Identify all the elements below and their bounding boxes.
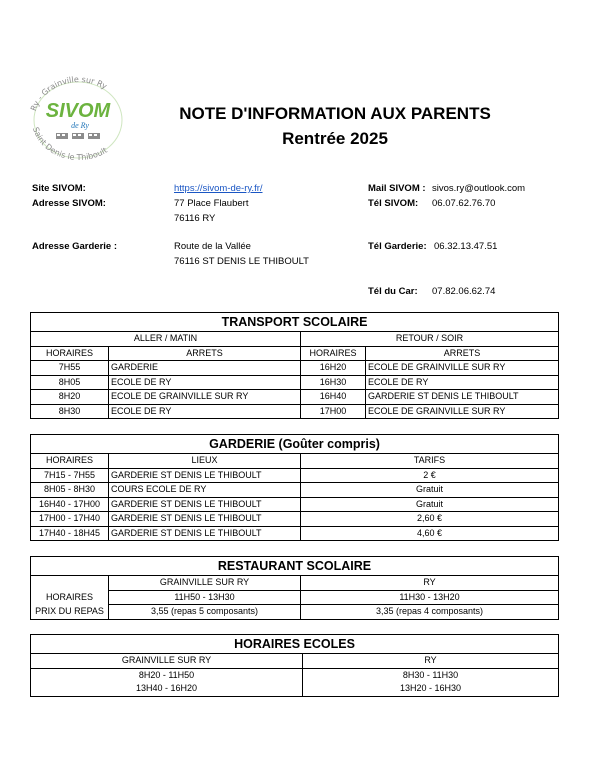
restaurant-title: RESTAURANT SCOLAIRE — [31, 557, 559, 576]
logo-ring-bottom: Saint Denis le Thiboult — [30, 125, 109, 160]
garderie-address-line1: Route de la Vallée — [174, 241, 251, 252]
col-arrets-retour: ARRETS — [366, 346, 559, 361]
table-row — [31, 375, 559, 390]
transport-table — [30, 312, 559, 419]
ecoles-table — [30, 634, 559, 697]
col-grainville: GRAINVILLE SUR RY — [31, 654, 303, 669]
aller-horaire: 8H05 — [31, 375, 109, 390]
retour-arret: ECOLE DE GRAINVILLE SUR RY — [366, 361, 559, 376]
logo-brand: SIVOM — [45, 100, 111, 122]
retour-arret: ECOLE DE RY — [366, 375, 559, 390]
garderie-lieu: GARDERIE ST DENIS LE THIBOULT — [109, 497, 301, 512]
garderie-tarif: Gratuit — [301, 497, 559, 512]
mail-value: sivos.ry@outlook.com — [432, 183, 526, 194]
tel-value: 06.07.62.76.70 — [432, 198, 496, 209]
ry-aprem: 13H20 - 16H30 — [303, 682, 559, 696]
col-horaires-retour: HORAIRES — [301, 346, 366, 361]
page-subtitle: Rentrée 2025 — [282, 129, 388, 148]
table-row — [31, 605, 559, 620]
table-row — [31, 590, 559, 605]
aller-arret: ECOLE DE GRAINVILLE SUR RY — [109, 390, 301, 405]
garderie-horaire: 17H00 - 17H40 — [31, 512, 109, 527]
empty-cell — [31, 576, 109, 591]
table-row — [31, 497, 559, 512]
aller-header: ALLER / MATIN — [31, 332, 301, 347]
page-title: NOTE D'INFORMATION AUX PARENTS — [179, 104, 491, 123]
mail-label: Mail SIVOM : — [368, 183, 426, 194]
grainville-prix: 3,55 (repas 5 composants) — [109, 605, 301, 620]
ry-horaires: 11H30 - 13H20 — [301, 590, 559, 605]
garderie-lieu: GARDERIE ST DENIS LE THIBOULT — [109, 526, 301, 541]
aller-horaire: 7H55 — [31, 361, 109, 376]
garderie-lieu: COURS ECOLE DE RY — [109, 483, 301, 498]
restaurant-table — [30, 556, 559, 620]
grainville-horaires: 11H50 - 13H30 — [109, 590, 301, 605]
col-grainville: GRAINVILLE SUR RY — [109, 576, 301, 591]
table-row — [31, 682, 559, 696]
logo-sub: de Ry — [71, 121, 89, 130]
col-horaires-aller: HORAIRES — [31, 346, 109, 361]
ecoles-title: HORAIRES ECOLES — [31, 635, 559, 654]
garderie-address-label: Adresse Garderie : — [32, 241, 118, 252]
col-horaires: HORAIRES — [31, 454, 109, 469]
sivom-logo-icon — [24, 72, 132, 160]
grainville-matin: 8H20 - 11H50 — [31, 668, 303, 682]
table-row — [31, 512, 559, 527]
table-row — [31, 483, 559, 498]
garderie-title: GARDERIE (Goûter compris) — [31, 435, 559, 454]
tel-garderie-label: Tél Garderie: — [368, 241, 427, 252]
table-row — [31, 361, 559, 376]
label-horaires: HORAIRES — [31, 590, 109, 605]
retour-horaire: 16H30 — [301, 375, 366, 390]
garderie-table — [30, 434, 559, 541]
col-tarifs: TARIFS — [301, 454, 559, 469]
col-lieux: LIEUX — [109, 454, 301, 469]
aller-horaire: 8H30 — [31, 404, 109, 419]
garderie-horaire: 7H15 - 7H55 — [31, 468, 109, 483]
retour-arret: ECOLE DE GRAINVILLE SUR RY — [366, 404, 559, 419]
garderie-address-line2: 76116 ST DENIS LE THIBOULT — [174, 256, 309, 267]
grainville-aprem: 13H40 - 16H20 — [31, 682, 303, 696]
tel-label: Tél SIVOM: — [368, 198, 419, 209]
retour-horaire: 16H40 — [301, 390, 366, 405]
site-link[interactable]: https://sivom-de-ry.fr/ — [174, 183, 263, 194]
aller-arret: ECOLE DE RY — [109, 404, 301, 419]
col-arrets-aller: ARRETS — [109, 346, 301, 361]
tel-car-value: 07.82.06.62.74 — [432, 286, 496, 297]
tel-car-label: Tél du Car: — [368, 286, 418, 297]
col-ry: RY — [303, 654, 559, 669]
retour-horaire: 17H00 — [301, 404, 366, 419]
aller-arret: GARDERIE — [109, 361, 301, 376]
retour-header: RETOUR / SOIR — [301, 332, 559, 347]
garderie-horaire: 16H40 - 17H00 — [31, 497, 109, 512]
tel-garderie-value: 06.32.13.47.51 — [434, 241, 498, 252]
garderie-tarif: 2 € — [301, 468, 559, 483]
retour-horaire: 16H20 — [301, 361, 366, 376]
table-row — [31, 526, 559, 541]
sivom-logo — [24, 72, 132, 160]
col-ry: RY — [301, 576, 559, 591]
logo-ring-top: Ry - Grainville sur Ry — [28, 74, 109, 113]
ry-prix: 3,35 (repas 4 composants) — [301, 605, 559, 620]
adresse-line2: 76116 RY — [174, 213, 216, 224]
table-row — [31, 468, 559, 483]
ry-matin: 8H30 - 11H30 — [303, 668, 559, 682]
garderie-tarif: 2,60 € — [301, 512, 559, 527]
aller-horaire: 8H20 — [31, 390, 109, 405]
adresse-label: Adresse SIVOM: — [32, 198, 106, 209]
garderie-lieu: GARDERIE ST DENIS LE THIBOULT — [109, 512, 301, 527]
table-row — [31, 668, 559, 682]
garderie-tarif: Gratuit — [301, 483, 559, 498]
label-prix: PRIX DU REPAS — [31, 605, 109, 620]
transport-title: TRANSPORT SCOLAIRE — [31, 313, 559, 332]
adresse-line1: 77 Place Flaubert — [174, 198, 249, 209]
table-row — [31, 390, 559, 405]
site-label: Site SIVOM: — [32, 183, 86, 194]
table-row — [31, 404, 559, 419]
retour-arret: GARDERIE ST DENIS LE THIBOULT — [366, 390, 559, 405]
bus-icon — [56, 133, 100, 139]
garderie-lieu: GARDERIE ST DENIS LE THIBOULT — [109, 468, 301, 483]
garderie-horaire: 8H05 - 8H30 — [31, 483, 109, 498]
garderie-tarif: 4,60 € — [301, 526, 559, 541]
aller-arret: ECOLE DE RY — [109, 375, 301, 390]
garderie-horaire: 17H40 - 18H45 — [31, 526, 109, 541]
